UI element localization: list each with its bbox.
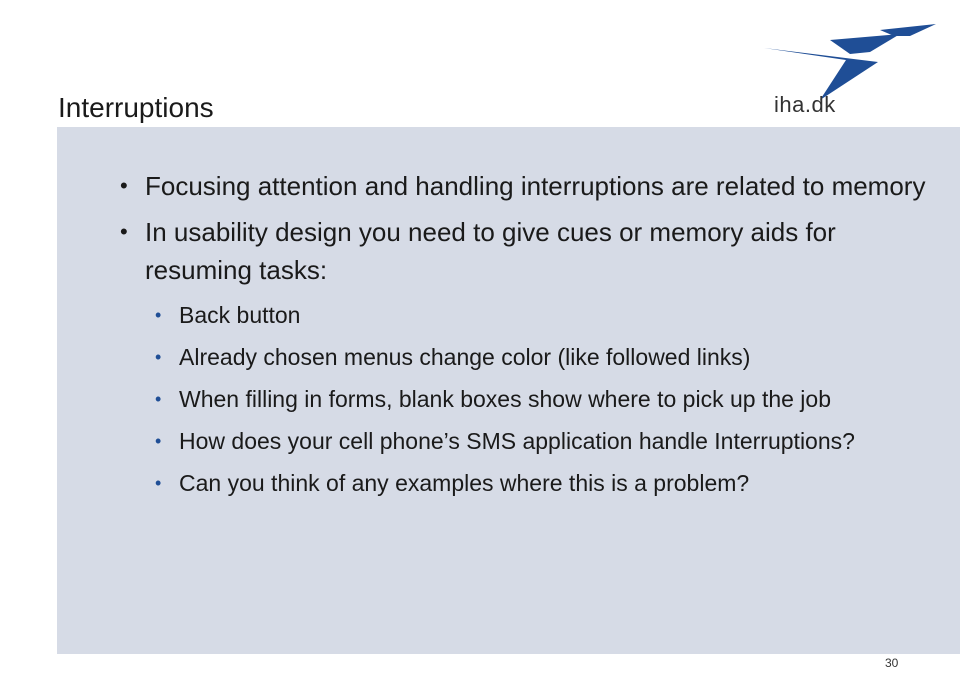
sub-bullet-dot-icon: • (155, 473, 162, 493)
sub-bullet-item (155, 423, 939, 459)
sub-bullet-dot-icon: • (155, 305, 162, 325)
bullet-dot-icon: • (120, 173, 128, 198)
sub-bullet-text: When filling in forms, blank boxes show where to pick up the job (179, 386, 831, 412)
bullet-list (57, 167, 960, 507)
bullet-text: Focusing attention and handling interruptions are related to memory (145, 171, 926, 201)
bullet-text: In usability design you need to give cues or memory aids for resuming tasks: (145, 217, 836, 285)
logo-wings-icon (760, 22, 940, 102)
sub-bullet-text: Back button (179, 302, 301, 328)
sub-bullet-dot-icon: • (155, 347, 162, 367)
slide-title: Interruptions (58, 92, 214, 123)
iha-logo (760, 22, 940, 122)
sub-bullet-item (155, 465, 939, 501)
bullet-item (120, 167, 935, 205)
logo-text: iha.dk (774, 92, 836, 117)
sub-bullet-item (155, 381, 939, 417)
sub-bullet-item (155, 339, 939, 375)
sub-bullet-dot-icon: • (155, 389, 162, 409)
sub-bullet-item (155, 297, 939, 333)
content-panel (57, 127, 960, 654)
page-number: 30 (885, 656, 899, 670)
sub-bullet-text: Can you think of any examples where this is a problem? (179, 470, 750, 496)
bullet-item (120, 213, 935, 289)
sub-bullet-text: How does your cell phone’s SMS application handle Interruptions? (179, 428, 855, 454)
sub-bullet-dot-icon: • (155, 431, 162, 451)
sub-bullet-text: Already chosen menus change color (like followed links) (179, 344, 751, 370)
bullet-dot-icon: • (120, 219, 128, 244)
